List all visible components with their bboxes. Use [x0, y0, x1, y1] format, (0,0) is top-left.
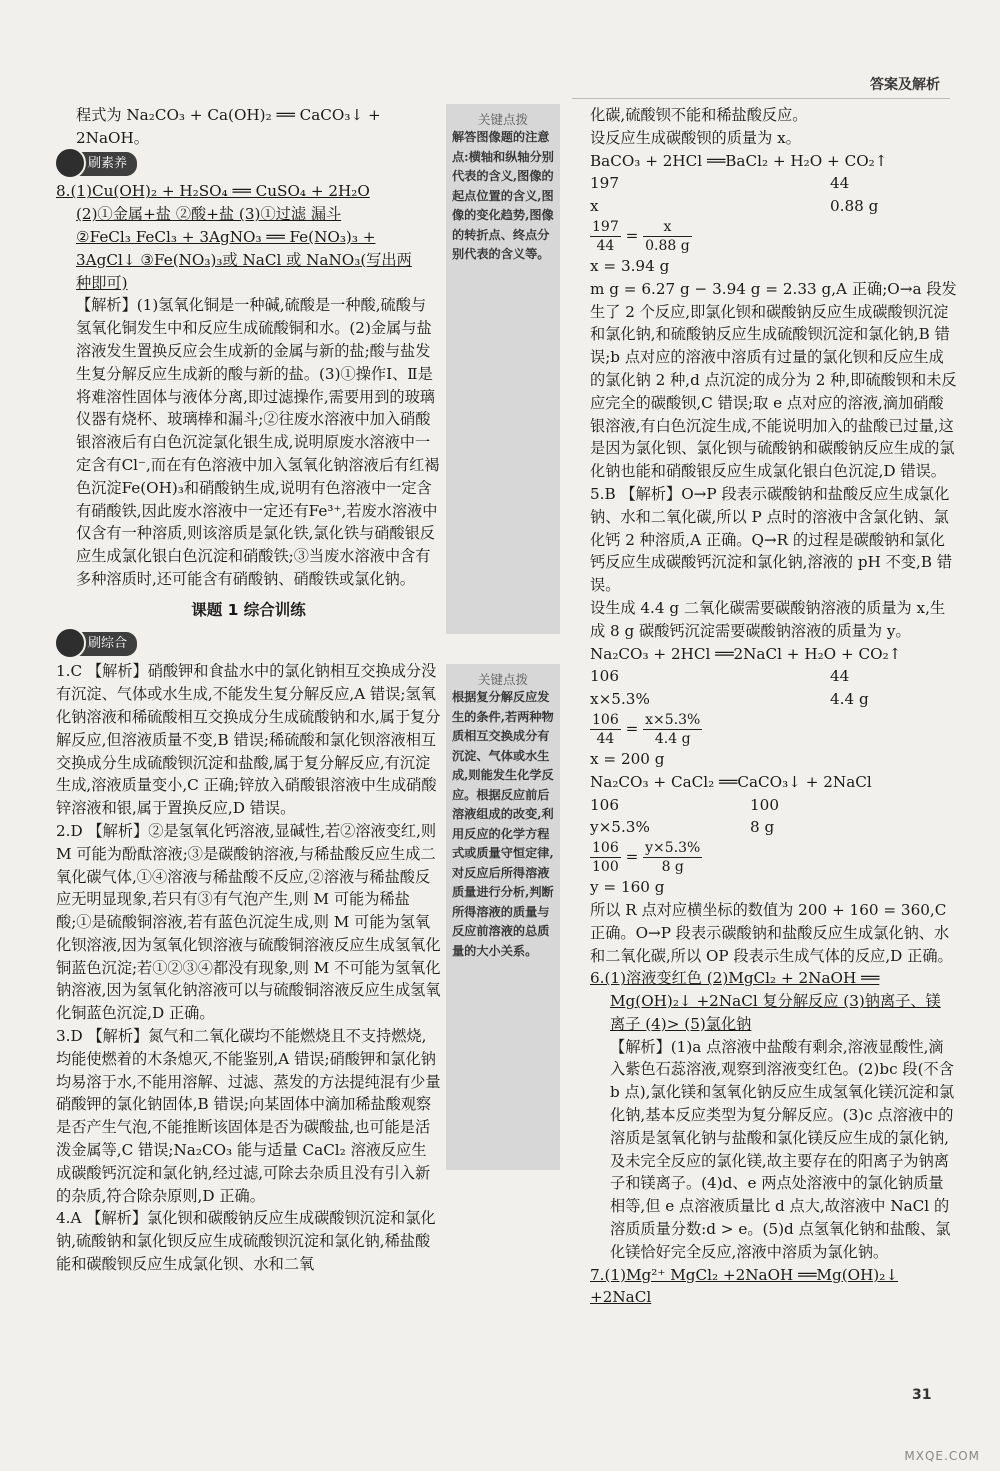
badge-label: 刷素养: [88, 155, 128, 171]
mass-value: 8 g: [750, 818, 775, 837]
text-line: x = 3.94 g: [590, 256, 670, 275]
explanation: 【解析】(1)氢氧化铜是一种碱,硫酸是一种酸,硫酸与氢氧化铜发生中和反应生成硫酸铜和水。(2)金属与盐溶液发生置换反应会生成新的金属与新的盐;酸与盐发生复分解反应生成新的酸与新的盐。(3)①操作Ⅰ、Ⅱ是将难溶性固体与液体分离,即过滤操作,需要用到的玻璃仪器有烧杯、玻璃棒和漏斗;②往废水溶液中加入硝酸银溶液后有白色沉淀氯化银生成,说明原废水溶液中一定含有Cl⁻,而在有色溶液中加入氢氧化钠溶液后有红褐色沉淀Fe(OH)₃和硝酸钠生成,说明有色溶液中一定含有硝酸铁,因此废水溶液中一定还有Fe³⁺,若废水溶液中仅含有一种溶质,则该溶质是氯化铁,氯化铁与硝酸银反应生成氯化银白色沉淀和硝酸铁;③当废水溶液中含有多种溶质时,还可能含有硝酸钠、硝酸铁或氯化钠。: [76, 296, 440, 588]
mass-value: 106: [590, 795, 619, 814]
text-line: 设反应生成碳酸钡的质量为 x。: [590, 128, 801, 147]
page-number: 31: [912, 1387, 932, 1403]
proportion: [590, 711, 958, 748]
denominator: 100: [592, 859, 619, 876]
answer-line: 6.(1)溶液变红色 (2)MgCl₂ + 2NaOH ══: [590, 969, 880, 988]
denominator: 44: [596, 730, 615, 747]
explanation: 【解析】(1)a 点溶液中盐酸有剩余,溶液显酸性,滴入紫色石蕊溶液,观察到溶液变红色。(2)bc 段(不含 b 点),氯化镁和氢氧化钠反应生成氢氧化镁沉淀和氯化钠,基本反应类型为复分解反应。(3)c 点溶液中的溶质是氢氧化钠与盐酸和氯化镁反应生成的氯化钠,及未完全反应的氯化镁,故主要存在的阳离子为钠离子和镁离子。(4)d、e 两点处溶液中的氯化钠质量相等,但 e 点溶液质量比 d 点大,故溶液中 NaCl 的溶质质量分数:d > e。(5)d 点氢氧化钠和盐酸、氯化镁恰好完全反应,溶液中溶质为氯化钠。: [610, 1037, 955, 1261]
explanation: 所以 R 点对应横坐标的数值为 200 + 160 = 360,C 正确。O→P 段表示碳酸钠和盐酸反应生成氯化钠、水和二氧化碳,所以 OP 段表示生成气体的反应,D 正确。: [590, 900, 953, 965]
answer-line: 种即可): [76, 273, 128, 292]
mass-value: 106: [590, 667, 619, 686]
mass-value: 44: [830, 174, 850, 193]
answer-item: 5.B 【解析】O→P 段表示碳酸钠和盐酸反应生成氯化钠、水和二氧化碳,所以 P 点时的溶液中含氯化钠、氯化钙 2 种溶质,A 正确。Q→R 的过程是碳酸钠和氯化钙反应生成碳酸钙沉淀和氯化钠,溶液的 pH 不变,B 错误。: [590, 484, 953, 595]
section-title: 课题 1 综合训练: [191, 600, 306, 619]
mass-row: [590, 816, 958, 839]
mass-value: 100: [750, 795, 779, 814]
answer-line: 8.(1)Cu(OH)₂ + H₂SO₄ ══ CuSO₄ + 2H₂O: [56, 182, 370, 201]
key-tip-text: 根据复分解反应发生的条件,若两种物质相互交换成分有沉淀、气体或水生成,则能发生化学反应。根据反应前后溶液组成的改变,利用反应的化学方程式或质量守恒定律,对反应后所得溶液质量进行分析,判断所得溶液的质量与反应前溶液的总质量的大小关系。: [452, 690, 554, 958]
explanation: m g = 6.27 g − 3.94 g = 2.33 g,A 正确;O→a 段发生了 2 个反应,即氯化钡和碳酸钠反应生成碳酸钡沉淀和氯化钠,和硫酸钠反应生成硫酸钡沉淀和氯化钠,B 错误;b 点对应的溶液中溶质有过量的氯化钡和反应生成的氯化钠 2 种,d 点沉淀的成分为 2 种,即硫酸钡和未反应完全的碳酸钡,C 错误;取 e 点对应的溶液,滴加硝酸银溶液,有白色沉淀生成,不能说明加入的盐酸已过量,这是因为氯化钡、氯化钡与硫酸钠和碳酸钠反应生成的氯化钠也能和硝酸银反应生成氯化银白色沉淀,D 错误。: [590, 279, 957, 481]
equation: Na₂CO₃ + CaCl₂ ══CaCO₃↓ + 2NaCl: [590, 772, 872, 791]
mass-value: y×5.3%: [590, 818, 650, 837]
answer-item: 2.D 【解析】②是氢氧化钙溶液,显碱性,若②溶液变红,则 M 可能为酚酞溶液;③是碳酸钠溶液,与稀盐酸反应生成二氧化碳气体,①④溶液与稀盐酸不反应,②溶液与稀盐酸反应无明显现象,若只有③有气泡产生,则 M 可能为稀盐酸;①是硫酸铜溶液,若有蓝色沉淀生成,则 M 可能为氢氧化钡溶液,因为氢氧化钡溶液与硫酸铜溶液反应生成氢氧化铜蓝色沉淀;若①②③④都没有现象,则 M 不可能为氢氧化钠溶液,因为氢氧化钠溶液可以与硫酸铜溶液反应生成氢氧化铜蓝色沉淀,D 正确。: [56, 821, 441, 1023]
numerator: 106: [592, 711, 619, 728]
fraction: [590, 711, 621, 748]
key-tip-box: [446, 104, 560, 634]
text-line: y = 160 g: [590, 878, 665, 897]
answer-line: ②FeCl₃ FeCl₃ + 3AgNO₃ ══ Fe(NO₃)₃ +: [76, 227, 376, 246]
mass-value: x: [590, 197, 599, 216]
mass-row: [590, 688, 958, 711]
mass-row: [590, 195, 958, 218]
badge-ball-icon: [54, 627, 86, 659]
equals-sign: =: [625, 847, 639, 866]
mass-value: 44: [830, 667, 850, 686]
mass-value: 0.88 g: [830, 197, 879, 216]
denominator: 44: [596, 237, 615, 254]
answer-line: Mg(OH)₂↓ +2NaCl 复分解反应 (3)钠离子、镁: [610, 992, 941, 1011]
mass-value: 197: [590, 174, 619, 193]
answer-item: 4.A 【解析】氯化钡和碳酸钠反应生成碳酸钡沉淀和氯化钠,硫酸钠和氯化钡反应生成硫酸钡沉淀和氯化钠,稀盐酸能和碳酸钡反应生成氯化钡、水和二氧: [56, 1209, 436, 1274]
numerator: y×5.3%: [645, 840, 701, 857]
denominator: 8 g: [661, 859, 684, 876]
fraction: [590, 839, 621, 876]
denominator: 0.88 g: [645, 237, 690, 254]
badge-label: 刷综合: [88, 635, 128, 651]
mass-row: [590, 172, 958, 195]
header-rule: [572, 98, 950, 99]
right-column: [590, 104, 958, 1309]
answer-item: 3.D 【解析】氮气和二氧化碳均不能燃烧且不支持燃烧,均能使燃着的木条熄灭,不能鉴别,A 错误;硝酸钾和氯化钠均易溶于水,不能用溶解、过滤、蒸发的方法提纯混有少量硝酸钾的氯化钠固体,B 错误;向某固体中滴加稀盐酸观察是否产生气泡,不能推断该固体是否为碳酸盐,也可能是活泼金属等,C 错误;Na₂CO₃ 能与适量 CaCl₂ 溶液反应生成碳酸钙沉淀和氯化钠,经过滤,可除去杂质且没有引入新的杂质,符合除杂原则,D 正确。: [56, 1027, 441, 1205]
numerator: x×5.3%: [645, 711, 701, 728]
answer-item: 1.C 【解析】硝酸钾和食盐水中的氯化钠相互交换成分没有沉淀、气体或水生成,不能发生复分解反应,A 错误;氢氧化钠溶液和稀硫酸相互交换成分生成硫酸钠和水,属于复分解反应,但溶液质量不变,B 错误;稀硫酸和氯化钡溶液相互交换成分生成硫酸钡沉淀和盐酸,属于复分解反应,有沉淀生成,溶液质量变小,C 正确;锌放入硝酸银溶液中生成硝酸锌溶液和银,属于置换反应,D 错误。: [56, 662, 441, 818]
section-badge: [56, 630, 441, 661]
key-tip-text: 解答图像题的注意点:横轴和纵轴分别代表的含义,图像的起点位置的含义,图像的变化趋势,图像的转折点、终点分别代表的含义等。: [452, 130, 554, 261]
key-tip-title: 关键点拨: [477, 672, 528, 687]
mass-row: [590, 794, 958, 817]
proportion: [590, 218, 958, 255]
text-line: 程式为 Na₂CO₃ + Ca(OH)₂ ══ CaCO₃↓ +: [76, 106, 381, 124]
mass-value: 4.4 g: [830, 690, 869, 709]
proportion: [590, 839, 958, 876]
mass-row: [590, 665, 958, 688]
key-tip-title: 关键点拨: [477, 112, 528, 127]
text-line: 2NaOH。: [76, 128, 149, 147]
badge-ball-icon: [54, 147, 86, 179]
answer-line: (2)①金属+盐 ②酸+盐 (3)①过滤 漏斗: [76, 205, 342, 224]
equation: Na₂CO₃ + 2HCl ══2NaCl + H₂O + CO₂↑: [590, 644, 902, 663]
equals-sign: =: [625, 719, 639, 738]
numerator: x: [643, 218, 692, 237]
key-tip-box: [446, 664, 560, 1170]
fraction: [643, 218, 692, 255]
section-badge: [56, 150, 441, 181]
text-line: 设生成 4.4 g 二氧化碳需要碳酸钠溶液的质量为 x,生成 8 g 碳酸钙沉淀需要碳酸钠溶液的质量为 y。: [590, 598, 946, 640]
watermark: MXQE.COM: [904, 1449, 980, 1463]
left-column: [56, 104, 441, 1276]
answer-line: 7.(1)Mg²⁺ MgCl₂ +2NaOH ══Mg(OH)₂↓ +2NaCl: [590, 1265, 899, 1307]
running-header: 答案及解析: [870, 77, 940, 93]
fraction: [643, 711, 702, 748]
numerator: 106: [592, 840, 619, 857]
answer-line: 离子 (4)> (5)氯化钠: [610, 1014, 752, 1033]
fraction: [590, 218, 621, 255]
denominator: 4.4 g: [654, 730, 691, 747]
numerator: 197: [592, 218, 619, 235]
equals-sign: =: [625, 226, 639, 245]
text-line: 化碳,硫酸钡不能和稀盐酸反应。: [590, 106, 808, 124]
answer-line: 3AgCl↓ ③Fe(NO₃)₃或 NaCl 或 NaNO₃(写出两: [76, 250, 412, 269]
equation: BaCO₃ + 2HCl ══BaCl₂ + H₂O + CO₂↑: [590, 151, 888, 170]
fraction: [643, 839, 702, 876]
mass-value: x×5.3%: [590, 690, 650, 709]
text-line: x = 200 g: [590, 749, 665, 768]
